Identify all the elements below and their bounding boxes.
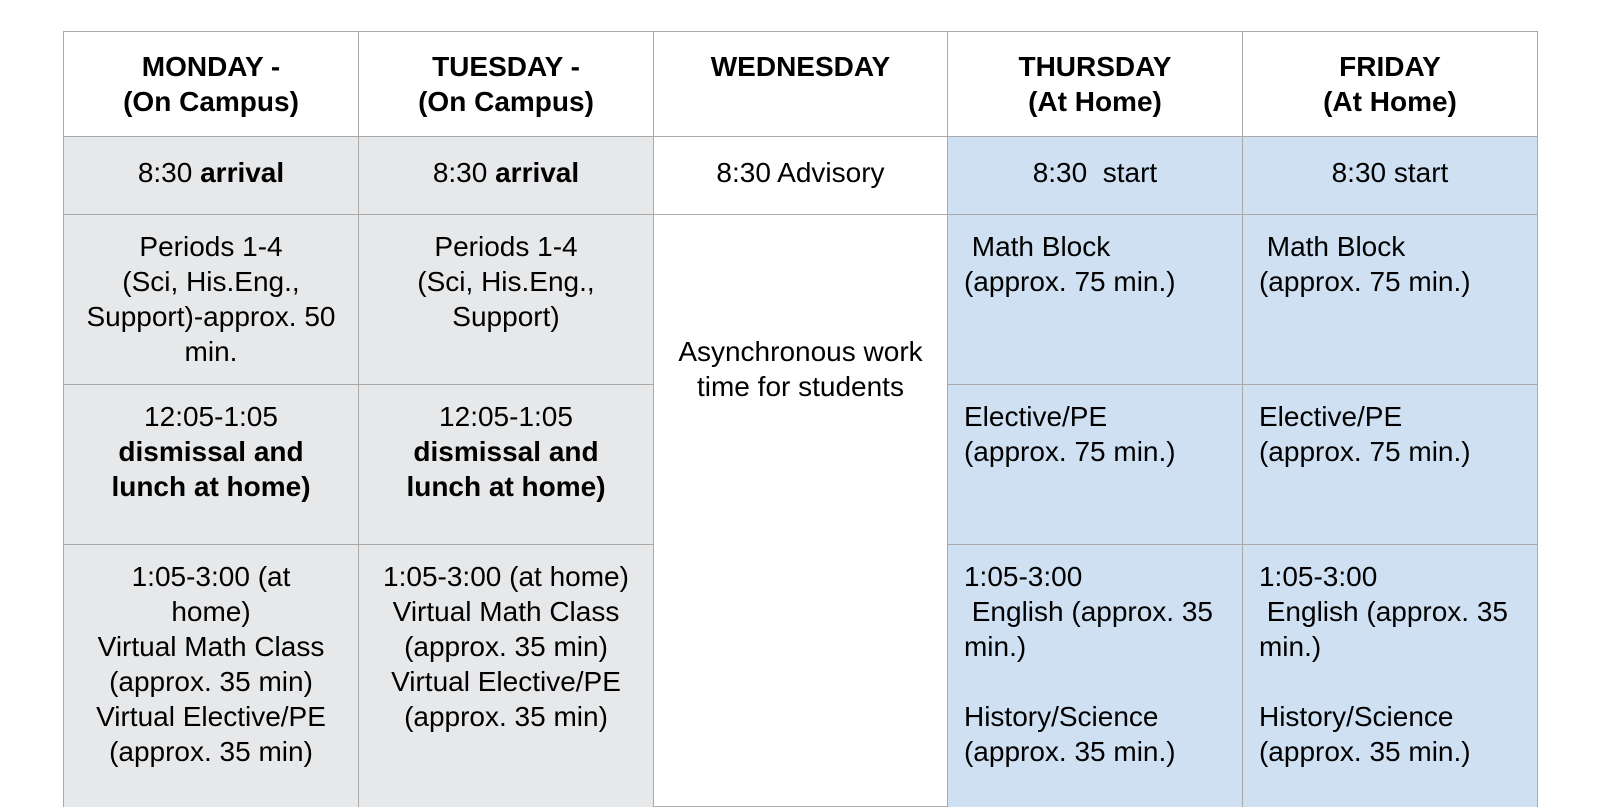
cell-tuesday-arrival bbox=[359, 137, 654, 215]
tuesday-periods-line: (Sci, His.Eng., bbox=[417, 266, 595, 297]
monday-periods-line: Periods 1-4 bbox=[139, 231, 283, 262]
monday-periods-line: min. bbox=[184, 336, 238, 367]
monday-afternoon-line: home) bbox=[171, 596, 251, 627]
cell-friday-start bbox=[1242, 137, 1537, 215]
cell-monday-afternoon bbox=[64, 545, 359, 807]
tuesday-afternoon-line: (approx. 35 min) bbox=[404, 631, 608, 662]
header-monday-line2: (On Campus) bbox=[123, 86, 299, 117]
friday-afternoon-line: 1:05-3:00 bbox=[1258, 561, 1378, 592]
cell-thursday-math bbox=[947, 215, 1242, 385]
thursday-math-line: Math Block bbox=[963, 231, 1111, 262]
spacer bbox=[964, 664, 1230, 699]
friday-elective-line: Elective/PE bbox=[1258, 401, 1403, 432]
tuesday-lunch-bold: dismissal and bbox=[413, 436, 599, 467]
friday-afternoon-line: (approx. 35 min.) bbox=[1258, 736, 1471, 767]
thursday-elective-line: Elective/PE bbox=[963, 401, 1108, 432]
monday-periods-line: Support)-approx. 50 bbox=[86, 301, 336, 332]
monday-lunch-bold: dismissal and bbox=[118, 436, 304, 467]
tuesday-afternoon-line: Virtual Math Class bbox=[392, 596, 620, 627]
header-monday bbox=[64, 32, 359, 137]
header-friday-line2: (At Home) bbox=[1323, 86, 1457, 117]
wednesday-advisory-text: 8:30 Advisory bbox=[716, 157, 885, 188]
cell-thursday-elective bbox=[947, 385, 1242, 545]
header-monday-line1: MONDAY - bbox=[141, 51, 281, 82]
monday-periods-line: (Sci, His.Eng., bbox=[122, 266, 300, 297]
header-friday bbox=[1242, 32, 1537, 137]
header-thursday bbox=[947, 32, 1242, 137]
header-tuesday-line2: (On Campus) bbox=[418, 86, 594, 117]
cell-friday-afternoon bbox=[1242, 545, 1537, 807]
cell-thursday-start bbox=[947, 137, 1242, 215]
header-friday-line1: FRIDAY bbox=[1339, 51, 1441, 82]
friday-math-line: (approx. 75 min.) bbox=[1258, 266, 1471, 297]
cell-wednesday-advisory bbox=[654, 137, 948, 215]
thursday-afternoon-line: 1:05-3:00 bbox=[963, 561, 1083, 592]
cell-tuesday-afternoon bbox=[359, 545, 654, 807]
friday-math-line: Math Block bbox=[1258, 231, 1406, 262]
tuesday-arrival-time: 8:30 bbox=[432, 157, 488, 188]
spacer bbox=[1259, 664, 1525, 699]
thursday-afternoon-line: min.) bbox=[963, 631, 1027, 662]
tuesday-periods-line: Periods 1-4 bbox=[434, 231, 578, 262]
monday-afternoon-line: 1:05-3:00 (at bbox=[131, 561, 291, 592]
tuesday-afternoon-line: (approx. 35 min) bbox=[404, 701, 608, 732]
thursday-afternoon-line: History/Science bbox=[963, 701, 1159, 732]
friday-afternoon-line: English (approx. 35 bbox=[1258, 596, 1509, 627]
monday-lunch-time: 12:05-1:05 bbox=[144, 401, 278, 432]
cell-tuesday-periods bbox=[359, 215, 654, 385]
cell-monday-lunch bbox=[64, 385, 359, 545]
header-tuesday-line1: TUESDAY - bbox=[432, 51, 580, 82]
friday-afternoon-line: History/Science bbox=[1258, 701, 1454, 732]
friday-start-text: 8:30 start bbox=[1331, 157, 1449, 188]
header-tuesday bbox=[359, 32, 654, 137]
thursday-elective-line: (approx. 75 min.) bbox=[963, 436, 1176, 467]
cell-monday-periods bbox=[64, 215, 359, 385]
tuesday-arrival-label: arrival bbox=[495, 157, 580, 188]
header-thursday-line2: (At Home) bbox=[1028, 86, 1162, 117]
header-row bbox=[64, 32, 1538, 137]
monday-afternoon-line: Virtual Elective/PE bbox=[96, 701, 326, 732]
friday-afternoon-line: min.) bbox=[1258, 631, 1322, 662]
monday-lunch-bold: lunch at home) bbox=[111, 471, 311, 502]
header-thursday-line1: THURSDAY bbox=[1018, 51, 1172, 82]
wednesday-async-line: Asynchronous work bbox=[678, 336, 923, 367]
header-wednesday bbox=[654, 32, 948, 137]
tuesday-periods-line: Support) bbox=[452, 301, 560, 332]
thursday-afternoon-line: English (approx. 35 bbox=[963, 596, 1214, 627]
cell-friday-math bbox=[1242, 215, 1537, 385]
cell-friday-elective bbox=[1242, 385, 1537, 545]
friday-elective-line: (approx. 75 min.) bbox=[1258, 436, 1471, 467]
arrival-row bbox=[64, 137, 1538, 215]
tuesday-lunch-bold: lunch at home) bbox=[406, 471, 606, 502]
monday-afternoon-line: Virtual Math Class bbox=[97, 631, 325, 662]
tuesday-afternoon-line: Virtual Elective/PE bbox=[391, 666, 621, 697]
monday-afternoon-line: (approx. 35 min) bbox=[109, 736, 313, 767]
thursday-math-line: (approx. 75 min.) bbox=[963, 266, 1176, 297]
tuesday-afternoon-line: 1:05-3:00 (at home) bbox=[383, 561, 629, 592]
thursday-start-text: 8:30 start bbox=[1032, 157, 1158, 188]
header-wednesday-line1: WEDNESDAY bbox=[710, 51, 891, 82]
cell-wednesday-async bbox=[654, 215, 948, 807]
periods-row bbox=[64, 215, 1538, 385]
cell-tuesday-lunch bbox=[359, 385, 654, 545]
thursday-afternoon-line: (approx. 35 min.) bbox=[963, 736, 1176, 767]
cell-thursday-afternoon bbox=[947, 545, 1242, 807]
monday-arrival-time: 8:30 bbox=[137, 157, 193, 188]
tuesday-lunch-time: 12:05-1:05 bbox=[439, 401, 573, 432]
wednesday-async-line: time for students bbox=[696, 371, 904, 402]
monday-afternoon-line: (approx. 35 min) bbox=[109, 666, 313, 697]
schedule-table bbox=[63, 31, 1538, 807]
monday-arrival-label: arrival bbox=[200, 157, 285, 188]
cell-monday-arrival bbox=[64, 137, 359, 215]
